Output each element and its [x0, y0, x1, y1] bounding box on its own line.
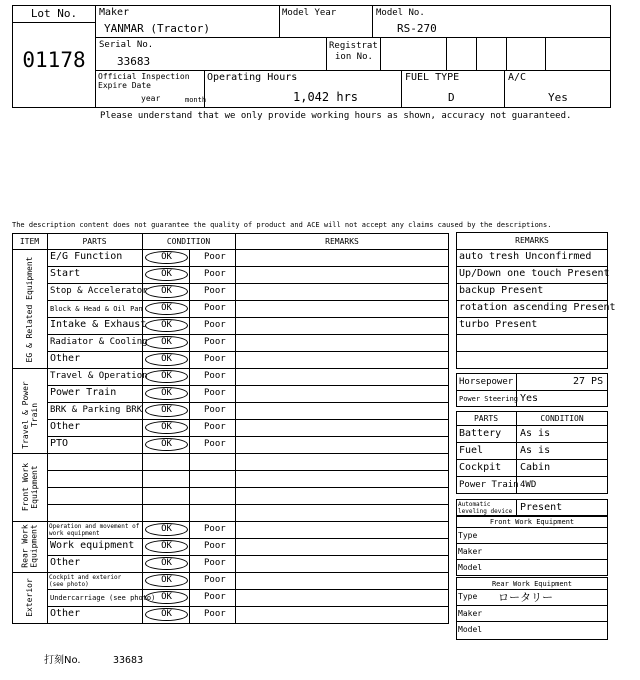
col-parts-header: PARTS	[82, 237, 107, 246]
hours-notice: Please understand that we only provide working hours as shown, accuracy not guaranteed.	[100, 111, 572, 121]
ok-option[interactable]: OK	[145, 421, 188, 434]
serial-value: 33683	[117, 55, 151, 68]
lot-no-label: Lot No.	[30, 7, 78, 20]
poor-option[interactable]: Poor	[204, 592, 226, 602]
ok-option[interactable]: OK	[145, 251, 188, 264]
poor-option[interactable]: Poor	[204, 422, 226, 432]
ok-option[interactable]: OK	[145, 540, 188, 553]
part-label: Other	[50, 421, 81, 432]
ok-option[interactable]: OK	[145, 404, 188, 417]
inspection-label: Official Inspection Expire Date	[98, 72, 190, 90]
rear-type-label: Type	[458, 592, 478, 601]
ac-value: Yes	[548, 91, 568, 104]
part-label: Travel & Operation	[50, 371, 148, 381]
poor-option[interactable]: Poor	[204, 303, 226, 313]
ok-option[interactable]: OK	[145, 268, 188, 281]
poor-option[interactable]: Poor	[204, 439, 226, 449]
part-label: Cockpit and exterior (see photo)	[49, 574, 122, 588]
part-label: Intake & Exhaust	[50, 319, 147, 330]
ok-option[interactable]: OK	[145, 319, 188, 332]
power-steering-label: Power Steering	[459, 395, 519, 403]
part-label: Stop & Accelerator	[50, 286, 148, 296]
col-condition-header: CONDITION	[166, 237, 211, 246]
ok-option[interactable]: OK	[145, 285, 188, 298]
horsepower-label: Horsepower	[459, 377, 514, 387]
ac-label: A/C	[508, 72, 527, 83]
ok-option[interactable]: OK	[145, 574, 188, 587]
spec-part: Fuel	[459, 445, 484, 456]
poor-option[interactable]: Poor	[204, 609, 226, 619]
rear-model-label: Model	[458, 625, 483, 634]
parts-header: PARTS	[473, 414, 499, 423]
model-no-label: Model No.	[376, 8, 425, 18]
ok-option[interactable]: OK	[145, 523, 188, 536]
leveling-label: Automatic leveling device	[458, 501, 513, 515]
front-work-title: Front Work Equipment	[489, 518, 575, 526]
part-label: Power Train	[50, 387, 117, 398]
col-remarks-header: REMARKS	[325, 237, 359, 246]
poor-option[interactable]: Poor	[204, 388, 226, 398]
part-label: BRK & Parking BRK	[50, 405, 143, 415]
front-model-label: Model	[458, 563, 483, 572]
remark-line: rotation ascending Present	[459, 302, 616, 313]
leveling-value: Present	[520, 502, 563, 513]
group-front-work: Front Work Equipment	[21, 462, 39, 512]
part-label: Operation and movement of work equipment	[49, 523, 140, 537]
group-travel: Travel & Power Train	[21, 381, 39, 449]
ok-option[interactable]: OK	[145, 438, 188, 451]
poor-option[interactable]: Poor	[204, 541, 226, 551]
model-year-label: Model Year	[282, 8, 337, 18]
horsepower-value: 27 PS	[573, 376, 604, 387]
operating-hours-value: 1,042 hrs	[293, 90, 359, 104]
ok-option[interactable]: OK	[145, 387, 188, 400]
front-type-label: Type	[458, 531, 478, 540]
spec-cond: Cabin	[520, 462, 551, 473]
part-label: Other	[50, 353, 81, 364]
ok-option[interactable]: OK	[145, 370, 188, 383]
rear-type-value: ロータリー	[498, 591, 553, 604]
ok-option[interactable]: OK	[145, 302, 188, 315]
spec-part: Cockpit	[459, 462, 502, 473]
part-label: Start	[50, 268, 81, 279]
part-label: Other	[50, 557, 81, 568]
remark-line: auto tresh Unconfirmed	[459, 251, 592, 262]
fuel-type-value: D	[448, 91, 455, 104]
ok-option[interactable]: OK	[145, 608, 188, 621]
rear-maker-label: Maker	[458, 609, 483, 618]
ok-option[interactable]: OK	[145, 336, 188, 349]
fuel-type-label: FUEL TYPE	[405, 72, 460, 83]
maker-label: Maker	[99, 7, 130, 18]
group-eg: EG & Related Equipment	[25, 256, 34, 363]
stamp-value: 33683	[113, 655, 144, 666]
ok-option[interactable]: OK	[145, 557, 188, 570]
power-steering-value: Yes	[520, 393, 539, 404]
group-exterior: Exterior	[25, 578, 34, 617]
front-maker-label: Maker	[458, 547, 483, 556]
group-rear-work: Rear Work Equipment	[20, 524, 39, 568]
remark-line: Up/Down one touch Present	[459, 268, 610, 279]
poor-option[interactable]: Poor	[204, 286, 226, 296]
spec-cond: As is	[520, 428, 551, 439]
month-label: month	[185, 96, 207, 104]
spec-cond: 4WD	[520, 480, 537, 490]
poor-option[interactable]: Poor	[204, 405, 226, 415]
serial-label: Serial No.	[99, 40, 154, 50]
maker-value: YANMAR (Tractor)	[104, 22, 210, 35]
rear-work-title: Rear Work Equipment	[491, 580, 573, 588]
poor-option[interactable]: Poor	[204, 354, 226, 364]
poor-option[interactable]: Poor	[204, 575, 226, 585]
spec-part: Power Train	[459, 480, 519, 490]
remarks-title: REMARKS	[515, 236, 549, 245]
poor-option[interactable]: Poor	[204, 337, 226, 347]
poor-option[interactable]: Poor	[204, 524, 226, 534]
lot-no-value: 01178	[22, 48, 86, 72]
operating-hours-label: Operating Hours	[207, 72, 298, 83]
spec-part: Battery	[459, 428, 502, 439]
condition-header: CONDITION	[540, 414, 584, 423]
part-label: Radiator & Cooling	[50, 337, 148, 347]
part-label: E/G Function	[50, 251, 123, 262]
part-label: Work equipment	[50, 540, 135, 551]
part-label: Undercarriage (see photo)	[50, 594, 156, 602]
remark-line: turbo Present	[459, 319, 538, 330]
ok-option[interactable]: OK	[145, 591, 188, 604]
registration-label: Registrat ion No.	[329, 41, 378, 62]
model-no-value: RS-270	[397, 22, 437, 35]
part-label: Other	[50, 608, 81, 619]
ok-option[interactable]: OK	[145, 353, 188, 366]
part-label: Block & Head & Oil Pan	[50, 305, 143, 313]
year-label: year	[141, 94, 161, 103]
stamp-label: 打刻No.	[44, 655, 81, 666]
poor-option[interactable]: Poor	[204, 320, 226, 330]
part-label: PTO	[50, 438, 69, 449]
poor-option[interactable]: Poor	[204, 558, 226, 568]
poor-option[interactable]: Poor	[204, 371, 226, 381]
poor-option[interactable]: Poor	[204, 269, 226, 279]
spec-cond: As is	[520, 445, 551, 456]
description-notice: The description content does not guarantee the quality of product and ACE will not accept any claims caused by the descriptions.	[12, 221, 552, 229]
col-item-header: ITEM	[19, 237, 40, 246]
remark-line: backup Present	[459, 285, 544, 296]
poor-option[interactable]: Poor	[204, 252, 226, 262]
